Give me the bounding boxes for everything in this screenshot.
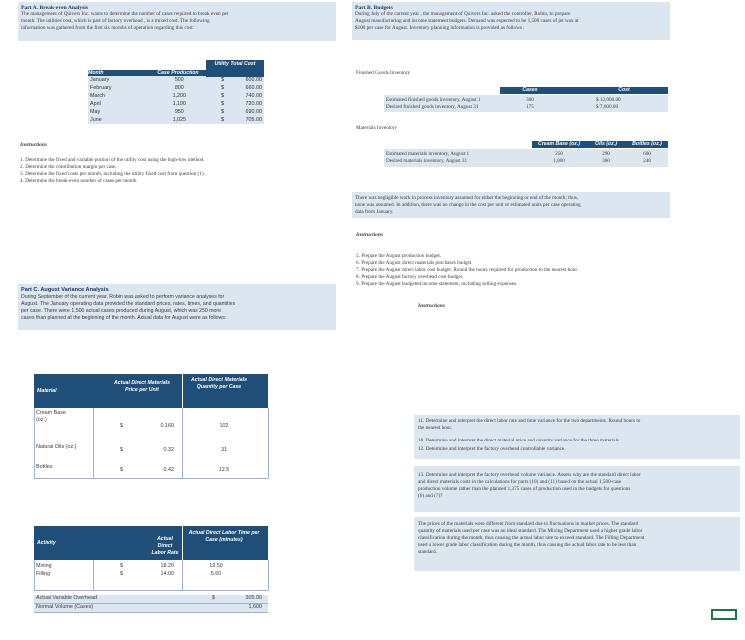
part-b-intro-1: During July of the current year , the management of Quivers Inc. asked the controller, Robin, to prepare bbox=[355, 11, 571, 17]
materials-quantity-cell: 102 bbox=[219, 423, 229, 429]
value-cell: 305.00 bbox=[245, 595, 262, 601]
question-11-line-1: 11. Determine and interpret the direct labor rate and time variance for the two departments. Round hours to bbox=[418, 418, 641, 424]
utility-cost-table bbox=[88, 60, 264, 124]
cream-base-cell: 250 bbox=[555, 151, 563, 157]
mi-row-label: Estimated materials inventory, August 1 bbox=[386, 151, 470, 157]
instruction-3: 3. Determine the fixed costs per month, including the utility fixed cost from question (1). bbox=[20, 171, 205, 177]
row-label: Actual Variable Overhead bbox=[36, 595, 98, 601]
currency-cell: $ bbox=[206, 92, 226, 100]
part-c-note-4: used a lower grade labor classification during the month, thus causing the actual labor rate to be less than bbox=[418, 542, 637, 548]
material-name: Natural Oils (oz.) bbox=[36, 444, 77, 450]
month-cell: April bbox=[88, 100, 153, 108]
part-c-note bbox=[414, 517, 740, 571]
material-name: Bottles bbox=[36, 464, 53, 470]
currency-cell: $ bbox=[120, 467, 123, 473]
oils-header: Oils (oz.) bbox=[595, 141, 617, 147]
cases-cell: 950 bbox=[153, 108, 206, 116]
table-row bbox=[88, 116, 264, 124]
cases-cell: 800 bbox=[153, 84, 206, 92]
labor-time-cell: 5.60 bbox=[210, 571, 222, 577]
table-row bbox=[88, 76, 264, 84]
instruction-2: 2. Determine the contribution margin per case. bbox=[20, 164, 117, 170]
part-b-instructions-label: Instructions bbox=[356, 232, 383, 238]
materials-price-cell: 0.32 bbox=[163, 447, 174, 453]
labor-rate-cell: 14.00 bbox=[160, 571, 174, 577]
month-cell: June bbox=[88, 116, 153, 124]
labor-time-header: Actual Direct Labor Time per Case (minutes) bbox=[188, 530, 260, 543]
utility-cost-header: Utility Total Cost bbox=[206, 60, 264, 77]
part-a-intro-2: month. The utilities cost, which is part of factory overhead , is a mixed cost. The following bbox=[21, 18, 210, 24]
fg-cost-cell: $ 7,000.00 bbox=[596, 104, 619, 110]
case-production-header: Case Production bbox=[150, 70, 206, 76]
currency-cell: $ bbox=[212, 595, 215, 601]
month-cell: January bbox=[88, 76, 153, 84]
currency-cell: $ bbox=[206, 84, 226, 92]
question-12: 12. Determine and interpret the factory overhead controllable variance. bbox=[418, 446, 566, 452]
cost-cell: 600.00 bbox=[226, 76, 264, 84]
cost-cell: 740.00 bbox=[226, 92, 264, 100]
instruction-1: 1. Determine the fixed and variable portion of the utility cost using the high-low method. bbox=[20, 157, 205, 163]
question-13-block bbox=[414, 466, 740, 512]
materials-price-cell: 0.42 bbox=[163, 467, 174, 473]
question-12-block bbox=[414, 441, 740, 459]
month-cell: March bbox=[88, 92, 153, 100]
cost-cell: 690.00 bbox=[226, 108, 264, 116]
actual-labor-table bbox=[34, 526, 274, 590]
part-c-note-1: The prices of the materials were different from standard due to fluctuations in market prices. The standard bbox=[418, 521, 639, 527]
part-c-intro-2: August. The January operating data provided the standard prices, rates, times, and quantities bbox=[21, 301, 236, 307]
instruction-5: 5. Prepare the August production budget. bbox=[356, 253, 442, 259]
row-label: Normal Volume (Cases) bbox=[36, 604, 94, 610]
materials-inventory-label: Materials Inventory bbox=[356, 125, 398, 131]
materials-quantity-header: Actual Direct Materials Quantity per Case bbox=[191, 377, 247, 390]
fg-cost-header: Cost bbox=[618, 87, 630, 93]
labor-rate-cell: 18.20 bbox=[160, 563, 174, 569]
activity-header: Activity bbox=[37, 540, 56, 546]
cases-cell: 1,200 bbox=[153, 92, 206, 100]
part-c-instructions-label: Instructions bbox=[418, 303, 445, 309]
material-unit: (oz.) bbox=[36, 417, 47, 423]
table-row bbox=[88, 84, 264, 92]
fg-cases-header: Cases bbox=[522, 87, 538, 93]
currency-cell: $ bbox=[206, 116, 226, 124]
instruction-6: 6. Prepare the August direct materials purchases budget. bbox=[356, 260, 473, 266]
part-c-title: Part C. August Variance Analysis bbox=[21, 287, 109, 293]
table-row bbox=[88, 108, 264, 116]
finished-goods-table bbox=[384, 87, 668, 117]
part-c-note-3: classification during the month, thus causing the actual labor rate to exceed standard. The Filling Department bbox=[418, 535, 645, 541]
currency-cell: $ bbox=[206, 108, 226, 116]
overhead-volume-rows bbox=[34, 595, 274, 613]
value-cell: 1,600 bbox=[248, 604, 262, 610]
month-header: Month bbox=[88, 70, 150, 76]
actual-materials-table bbox=[34, 374, 274, 478]
currency-cell: $ bbox=[206, 100, 226, 108]
bottles-header: Bottles (oz.) bbox=[632, 141, 662, 147]
part-b-title: Part B. Budgets bbox=[355, 5, 393, 11]
part-c-note-5: standard. bbox=[418, 549, 437, 555]
activity-name: Mixing bbox=[36, 563, 52, 569]
part-a-title: Part A. Break-even Analysis bbox=[21, 5, 89, 11]
part-c-intro-3: per case. There were 1,500 actual cases produced during August, which was 250 more bbox=[21, 308, 222, 314]
cases-cell: 1,100 bbox=[153, 100, 206, 108]
instruction-4: 4. Determine the break-even number of cases per month bbox=[20, 178, 137, 184]
part-b-header-block bbox=[352, 2, 670, 40]
materials-price-cell: 0.160 bbox=[160, 423, 174, 429]
mi-row-label: Desired materials inventory, August 31 bbox=[386, 158, 468, 164]
fg-cases-cell: 300 bbox=[526, 97, 534, 103]
cost-cell: 720.00 bbox=[226, 100, 264, 108]
table-row bbox=[88, 92, 264, 100]
table-row bbox=[34, 604, 268, 613]
fg-cost-cell: $ 12,000.00 bbox=[596, 97, 621, 103]
part-c-intro-1: During September of the current year, Robin was asked to perform variance analyses for bbox=[21, 294, 225, 300]
part-b-intro-2: August manufacturing and income statement budgets. Demand was expected to be 1,500 cases of jet wax at bbox=[355, 18, 579, 24]
materials-quantity-cell: 12.5 bbox=[218, 467, 230, 473]
table-row bbox=[34, 595, 268, 604]
currency-cell: $ bbox=[120, 563, 123, 569]
oils-cell: 360 bbox=[602, 158, 610, 164]
month-cell: February bbox=[88, 84, 153, 92]
part-b-instructions bbox=[356, 253, 686, 288]
material-name: Cream Base bbox=[36, 410, 66, 416]
part-b-note-2: none was assumed. In addition, there was no change in the cost per unit or estimated units per case operating bbox=[355, 202, 581, 208]
instruction-9: 9. Prepare the August budgeted income statement, including selling expenses. bbox=[356, 281, 518, 287]
cream-base-cell: 1,000 bbox=[553, 158, 565, 164]
part-a-instructions bbox=[20, 157, 340, 185]
fg-cases-cell: 175 bbox=[526, 104, 534, 110]
part-c-note-2: quantity of materials used per case was an ideal standard. The Mixing Department used a higher grade labor bbox=[418, 528, 643, 534]
materials-inventory-table bbox=[384, 141, 668, 171]
question-13-line-1: 13. Determine and interpret the factory overhead volume variance. Assess why are the standard direct labor bbox=[418, 472, 641, 478]
part-b-note bbox=[352, 192, 670, 218]
cases-cell: 500 bbox=[153, 76, 206, 84]
oils-cell: 290 bbox=[602, 151, 610, 157]
cases-cell: 1,025 bbox=[153, 116, 206, 124]
cream-base-header: Cream Base (oz.) bbox=[537, 141, 581, 147]
instruction-8: 8. Prepare the August factory overhead cost budget. bbox=[356, 274, 464, 280]
part-b-intro-3: $100 per case for August. Inventory planning information is provided as follows : bbox=[355, 25, 525, 31]
bottles-cell: 240 bbox=[643, 158, 651, 164]
question-13-line-3: production volume rather than the planned 1,375 cases of production used in the budgets for questions bbox=[418, 486, 631, 492]
fg-row-label: Desired finished goods inventory, August 31 bbox=[386, 104, 479, 110]
currency-cell: $ bbox=[120, 447, 123, 453]
instruction-7: 7. Prepare the August direct labor cost budget. Round the hours required for production to the nearest hour. bbox=[356, 267, 579, 273]
labor-time-cell: 19.50 bbox=[209, 563, 223, 569]
part-c-intro-4: cases than planned at the beginning of the month. Actual data for August were as follows: bbox=[21, 315, 227, 321]
table-row bbox=[88, 100, 264, 108]
activity-name: Filling bbox=[36, 571, 51, 577]
question-13-line-4: (6) and (7)? bbox=[418, 493, 443, 499]
finished-goods-label: Finished Goods Inventory bbox=[356, 70, 411, 76]
currency-cell: $ bbox=[206, 76, 226, 84]
selected-cell[interactable] bbox=[711, 609, 737, 620]
materials-quantity-cell: 31 bbox=[221, 447, 227, 453]
materials-price-header: Actual Direct Materials Price per Unit bbox=[114, 380, 170, 393]
question-13-line-2: and direct materials costs in the calculations for parts (10) and (11) based on the actual 1,500-case bbox=[418, 479, 622, 485]
cost-cell: 705.00 bbox=[226, 116, 264, 124]
currency-cell: $ bbox=[120, 571, 123, 577]
bottles-cell: 600 bbox=[643, 151, 651, 157]
question-11-block bbox=[414, 415, 740, 434]
question-11-line-2: the nearest hour. bbox=[418, 425, 453, 431]
fg-row-label: Estimated finished goods inventory, August 1 bbox=[386, 97, 481, 103]
part-a-header-block bbox=[18, 2, 336, 41]
part-b-note-3: data from January. bbox=[355, 209, 394, 215]
month-cell: May bbox=[88, 108, 153, 116]
currency-cell: $ bbox=[120, 423, 123, 429]
part-b-note-1: There was negligible work in process inventory assumed for either the beginning or end of the month; thus, bbox=[355, 195, 579, 201]
part-a-instructions-label: Instructions bbox=[20, 142, 47, 148]
cost-cell: 660.00 bbox=[226, 84, 264, 92]
part-c-header-block bbox=[18, 284, 336, 330]
part-a-intro-1: The management of Quivers Inc. wants to determine the number of cases required to break even per bbox=[21, 11, 229, 17]
material-header: Material bbox=[37, 388, 57, 394]
labor-rate-header: Actual Direct Labor Rate bbox=[151, 536, 179, 556]
part-a-intro-3: information was gathered from the first six months of operation regarding this cost: bbox=[21, 25, 195, 31]
